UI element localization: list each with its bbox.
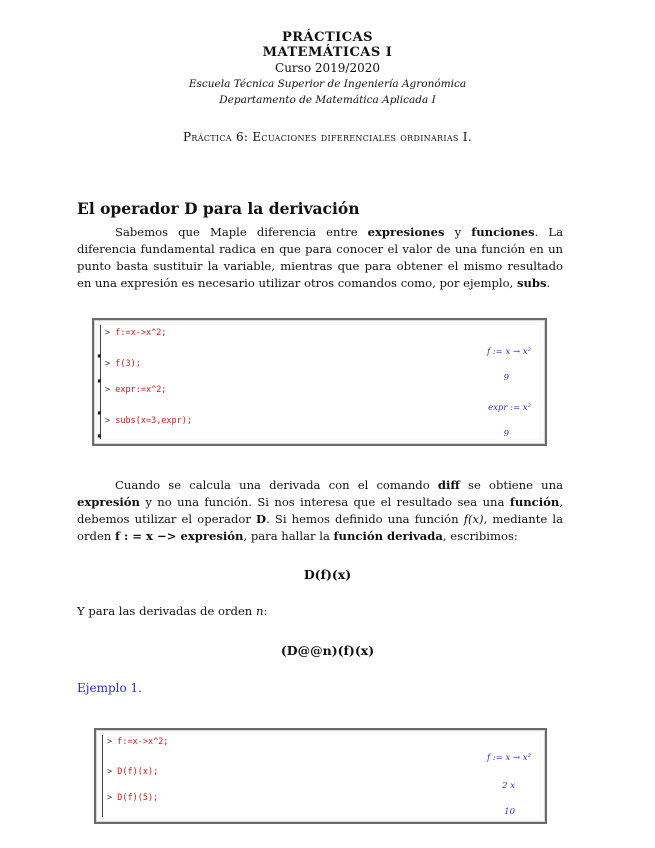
maple-output: f := x → x²: [486, 347, 531, 357]
maple-input-line: > D(f)(5);: [107, 793, 159, 803]
maple-output: f := x → x²: [486, 753, 531, 763]
region-marker: ▪: [97, 351, 102, 360]
maple-input-line: > expr:=x^2;: [105, 385, 167, 395]
maple-worksheet-2-body: [102, 735, 539, 817]
maple-output: 9: [503, 429, 509, 439]
formula-derivative: D(f)(x): [303, 567, 352, 582]
order-n-text: Y para las derivadas de orden n:: [77, 604, 268, 618]
maple-input-line: > f(3);: [105, 359, 141, 369]
intro-paragraph: Sabemos que Maple diferencia entre expresiones y funciones. La diferencia fundamental radica en que para conocer el valor de una función en un punto basta sustituir la variable, mientras que para obtener el mismo resultado en una expresión es necesario utilizar otros comandos como, por ejemplo, subs.: [77, 225, 564, 290]
region-marker: ▪: [97, 431, 102, 440]
practica-title: Práctica 6: Ecuaciones diferenciales ordinarias I.: [183, 130, 472, 144]
course-year: Curso 2019/2020: [275, 61, 380, 75]
department-name: Departamento de Matemática Aplicada I: [219, 94, 436, 106]
header-title-1: PRÁCTICAS: [281, 30, 374, 45]
maple-worksheet-2: [94, 728, 547, 824]
maple-output: 9: [503, 373, 509, 383]
section-title: El operador D para la derivación: [77, 199, 360, 218]
maple-input-line: > f:=x->x^2;: [105, 328, 167, 338]
formula-nth-derivative: (D@@n)(f)(x): [280, 643, 375, 658]
example-1-link[interactable]: Ejemplo 1.: [77, 681, 142, 695]
school-name: Escuela Técnica Superior de Ingeniería Agronómica: [188, 78, 467, 90]
maple-worksheet-1: [92, 318, 547, 446]
region-marker: ▪: [97, 408, 102, 417]
diff-paragraph: Cuando se calcula una derivada con el comando diff se obtiene una expresión y no una función. Si nos interesa que el resultado sea una función, debemos utilizar el operador D. Si hemos definido una función f(x), mediante la orden f : = x −> expresión, para hallar la función derivada, escribimos:: [77, 478, 564, 543]
maple-worksheet-1-body: [97, 325, 539, 440]
maple-output: expr := x²: [488, 403, 531, 413]
region-marker: ▪: [97, 376, 102, 385]
maple-output: 2 x: [502, 781, 515, 791]
maple-output: 10: [504, 807, 515, 817]
maple-input-line: > D(f)(x);: [107, 767, 159, 777]
maple-input-line: > subs(x=3,expr);: [105, 416, 193, 426]
header-title-2: MATEMÁTICAS I: [262, 45, 393, 60]
maple-input-line: > f:=x->x^2;: [107, 737, 169, 747]
